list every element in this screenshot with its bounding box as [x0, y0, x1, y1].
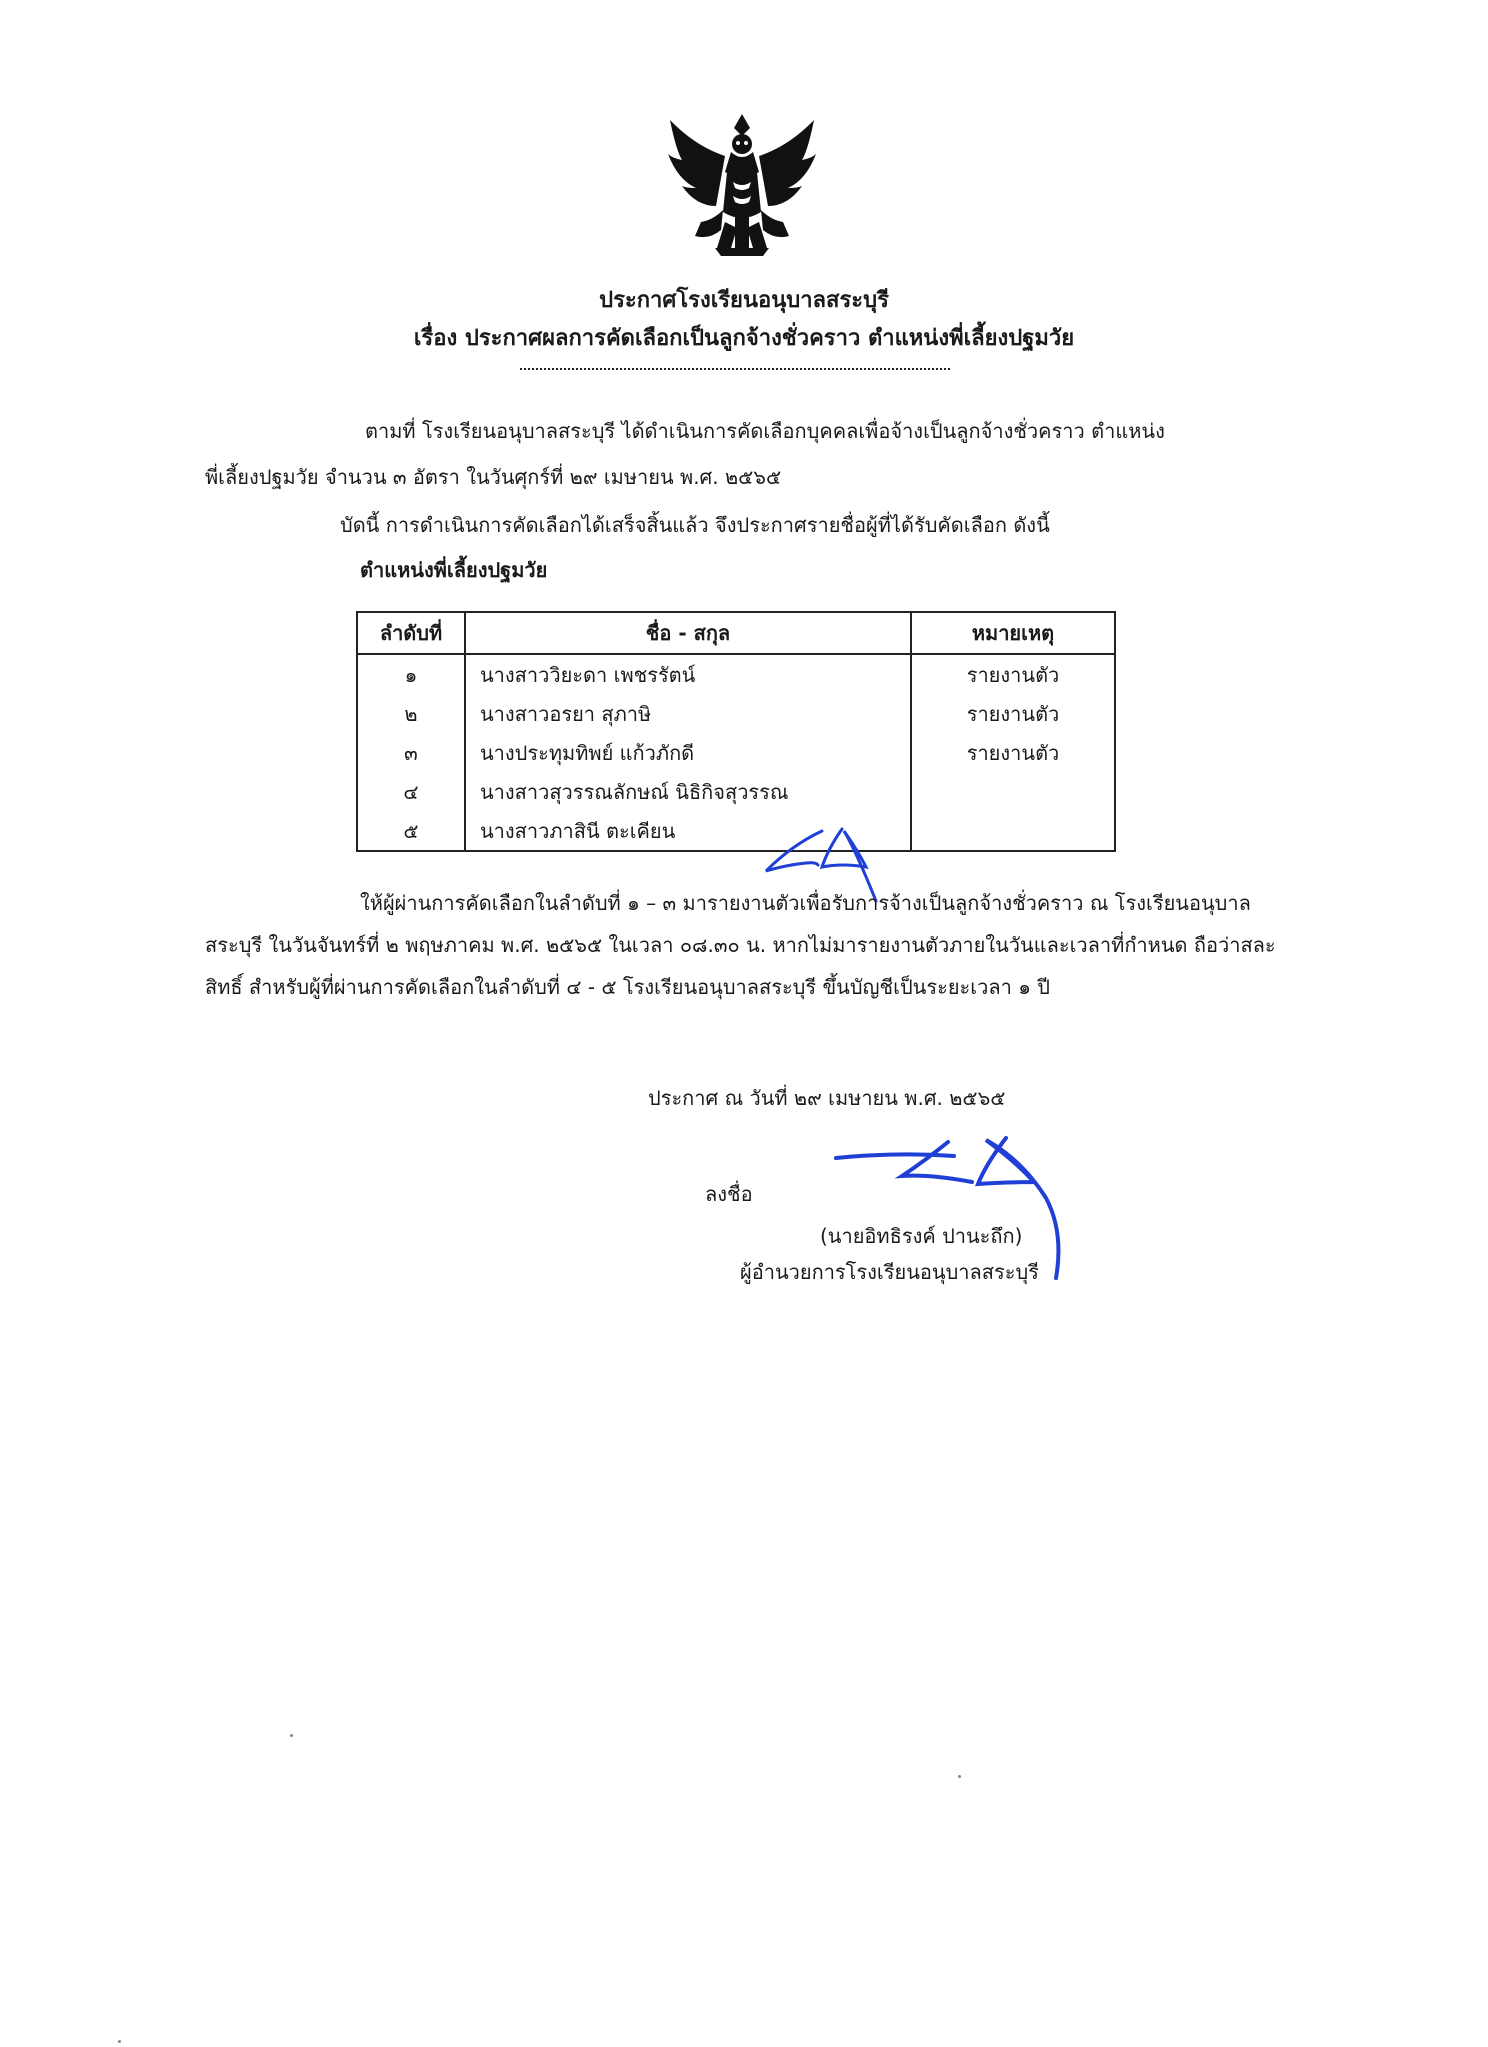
position-heading: ตำแหน่งพี่เลี้ยงปฐมวัย: [360, 558, 548, 582]
header-name: ชื่อ - สกุล: [465, 612, 911, 654]
table-row: [357, 654, 1115, 694]
row-remark: รายงานตัว: [911, 654, 1115, 694]
instruction-paragraph: ให้ผู้ผ่านการคัดเลือกในลำดับที่ ๑ – ๓ มารายงานตัวเพื่อรับการจ้างเป็นลูกจ้างชั่วคราว ณ โรงเรียนอนุบาลสระบุรี ในวันจันทร์ที่ ๒ พฤษภาคม พ.ศ. ๒๕๖๕ ในเวลา ๐๘.๓๐ น. หากไม่มารายงานตัวภายในวันและเวลาที่กำหนด ถือว่าสละสิทธิ์ สำหรับผู้ที่ผ่านการคัดเลือกในลำดับที่ ๔ - ๕ โรงเรียนอนุบาลสระบุรี ขึ้นบัญชีเป็นระยะเวลา ๑ ปี: [205, 891, 1276, 999]
row-name: นางสาวสุวรรณลักษณ์ นิธิกิจสุวรรณ: [465, 772, 911, 811]
table-row: [357, 811, 1115, 851]
row-order: ๔: [357, 772, 465, 811]
row-remark: [911, 811, 1115, 851]
dotted-divider: [520, 368, 950, 370]
row-remark: รายงานตัว: [911, 733, 1115, 772]
header-order: ลำดับที่: [357, 612, 465, 654]
row-order: ๕: [357, 811, 465, 851]
document-subject: เรื่อง ประกาศผลการคัดเลือกเป็นลูกจ้างชั่วคราว ตำแหน่งพี่เลี้ยงปฐมวัย: [413, 326, 1075, 351]
intro-line-1: ตามที่ โรงเรียนอนุบาลสระบุรี ได้ดำเนินการคัดเลือกบุคคลเพื่อจ้างเป็นลูกจ้างชั่วคราว ตำแหน่ง: [365, 419, 1165, 443]
table-row: [357, 772, 1115, 811]
row-order: ๑: [357, 654, 465, 694]
row-remark: [911, 772, 1115, 811]
scan-speck: [118, 2040, 121, 2043]
row-order: ๓: [357, 733, 465, 772]
table-row: [357, 694, 1115, 733]
sign-label: ลงชื่อ: [705, 1182, 753, 1206]
table-header-row: [357, 612, 1115, 654]
table-row: [357, 733, 1115, 772]
scan-speck: [958, 1775, 961, 1778]
row-name: นางสาวอรยา สุภาษิ: [465, 694, 911, 733]
row-order: ๒: [357, 694, 465, 733]
document-title: ประกาศโรงเรียนอนุบาลสระบุรี: [599, 288, 889, 313]
row-name: นางสาวภาสินี ตะเคียน: [465, 811, 911, 851]
signer-name: (นายอิทธิรงค์ ปานะถึก): [820, 1224, 1023, 1248]
results-table: [356, 611, 1116, 852]
result-paragraph: บัดนี้ การดำเนินการคัดเลือกได้เสร็จสิ้นแล้ว จึงประกาศรายชื่อผู้ที่ได้รับคัดเลือก ดังนี้: [340, 513, 1050, 537]
scan-speck: [290, 1734, 293, 1737]
intro-line-2: พี่เลี้ยงปฐมวัย จำนวน ๓ อัตรา ในวันศุกร์ที่ ๒๙ เมษายน พ.ศ. ๒๕๖๕: [205, 465, 782, 489]
header-remark: หมายเหตุ: [911, 612, 1115, 654]
row-name: นางสาววิยะดา เพชรรัตน์: [465, 654, 911, 694]
row-name: นางประทุมทิพย์ แก้วภักดี: [465, 733, 911, 772]
garuda-emblem-icon: [665, 110, 820, 260]
row-remark: รายงานตัว: [911, 694, 1115, 733]
signer-title: ผู้อำนวยการโรงเรียนอนุบาลสระบุรี: [740, 1260, 1039, 1284]
announcement-date: ประกาศ ณ วันที่ ๒๙ เมษายน พ.ศ. ๒๕๖๕: [648, 1086, 1006, 1110]
intro-paragraph: [205, 408, 1265, 500]
